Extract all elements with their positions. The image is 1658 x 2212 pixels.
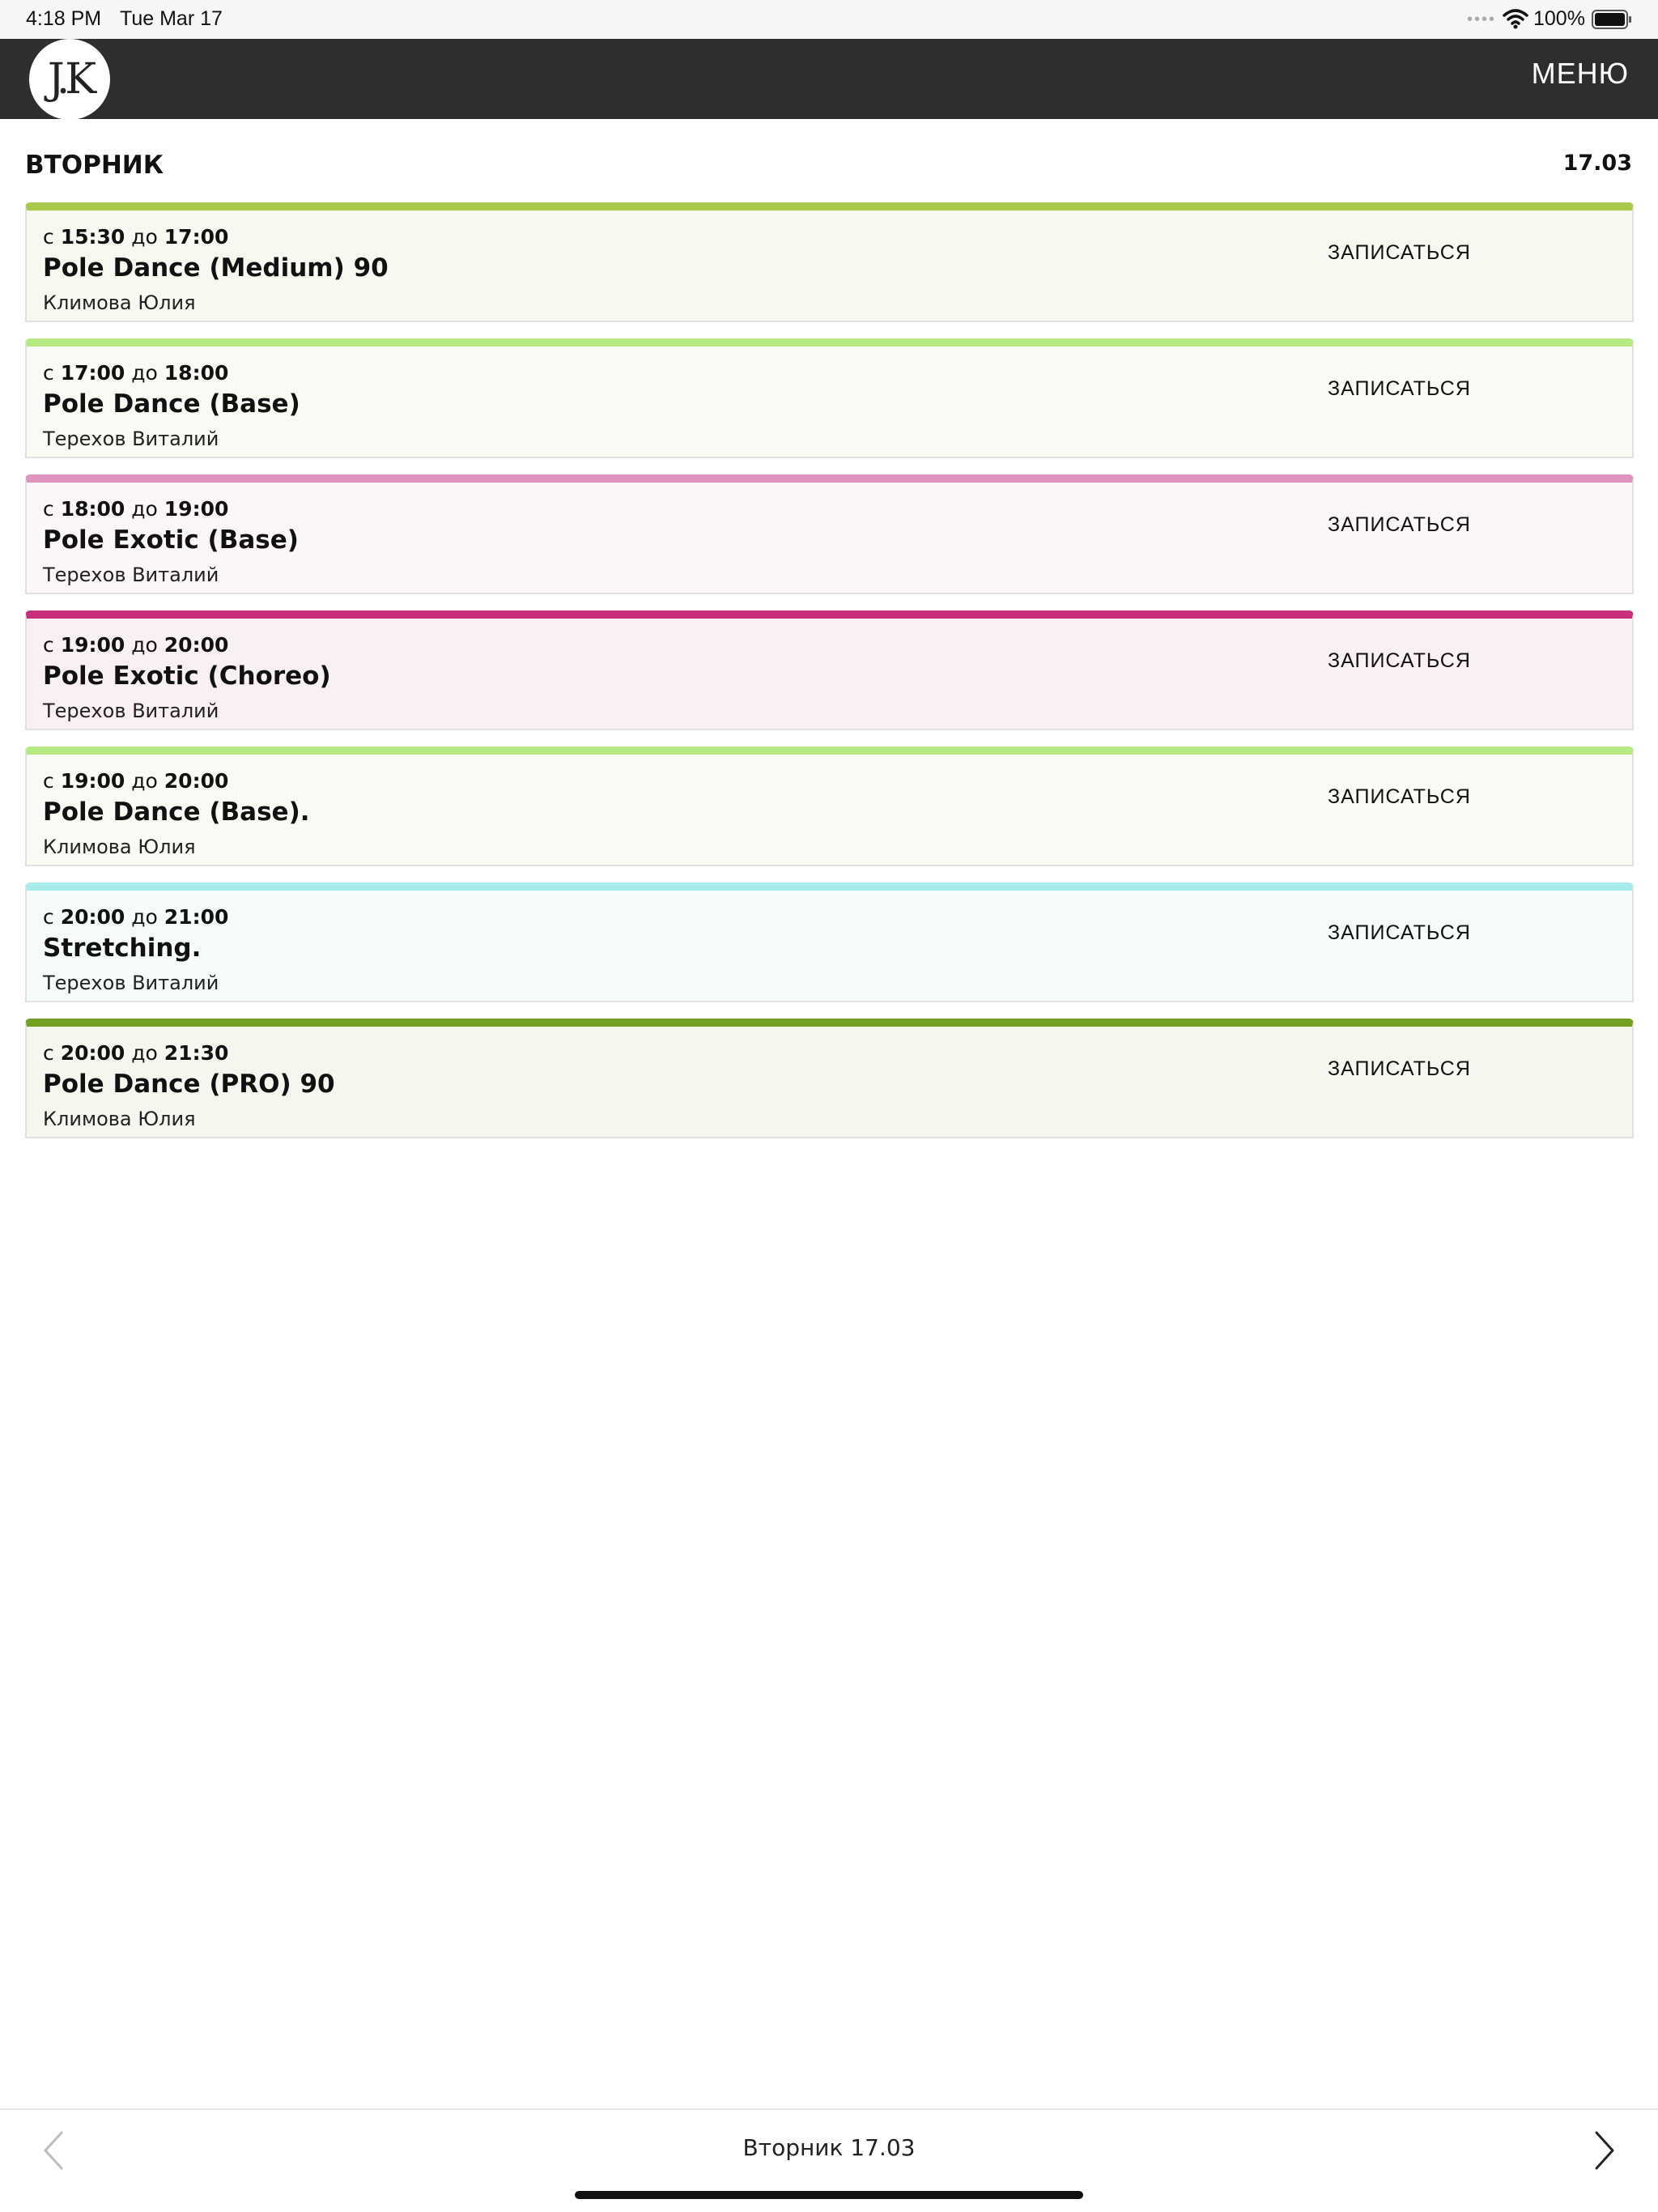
signup-button[interactable]: ЗАПИСАТЬСЯ	[1328, 785, 1471, 808]
start-time: 19:00	[60, 633, 125, 657]
session-name: Pole Exotic (Base)	[43, 525, 299, 555]
logo-text: J.K	[47, 55, 92, 104]
session-name: Pole Dance (Base)	[43, 389, 300, 419]
start-time: 17:00	[60, 361, 125, 385]
session-name: Pole Dance (Medium) 90	[43, 253, 389, 283]
end-time: 17:00	[164, 225, 229, 249]
battery-percent: 100%	[1533, 7, 1585, 30]
session-time	[43, 769, 228, 793]
session-time	[43, 361, 228, 385]
day-date: 17.03	[1562, 151, 1632, 176]
session-card	[25, 474, 1634, 594]
wifi-icon	[1503, 7, 1528, 30]
chevron-right-icon[interactable]	[1588, 2126, 1621, 2175]
session-trainer: Терехов Виталий	[43, 972, 219, 994]
from-prefix: с	[43, 1041, 54, 1065]
session-card	[25, 747, 1634, 866]
current-day-label: Вторник 17.03	[742, 2134, 916, 2161]
status-date: Tue Mar 17	[120, 7, 223, 30]
studio-logo[interactable]	[29, 39, 110, 120]
session-name: Stretching.	[43, 934, 202, 963]
start-time: 20:00	[60, 905, 125, 929]
end-time: 21:00	[164, 905, 229, 929]
from-prefix: с	[43, 225, 54, 249]
session-trainer: Климова Юлия	[43, 1108, 196, 1130]
end-time: 19:00	[164, 497, 229, 521]
battery-icon	[1592, 10, 1632, 29]
session-time	[43, 633, 228, 657]
session-trainer: Климова Юлия	[43, 291, 196, 314]
session-trainer: Терехов Виталий	[43, 700, 219, 722]
session-name: Pole Dance (PRO) 90	[43, 1070, 335, 1099]
to-prefix: до	[131, 905, 158, 929]
day-title: ВТОРНИК	[25, 151, 164, 180]
session-time	[43, 905, 228, 929]
session-card	[25, 338, 1634, 458]
session-card	[25, 610, 1634, 730]
from-prefix: с	[43, 905, 54, 929]
session-time	[43, 1041, 228, 1065]
session-trainer: Терехов Виталий	[43, 428, 219, 450]
signup-button[interactable]: ЗАПИСАТЬСЯ	[1328, 1057, 1471, 1080]
app-header	[0, 39, 1658, 119]
end-time: 21:30	[164, 1041, 229, 1065]
from-prefix: с	[43, 497, 54, 521]
session-name: Pole Dance (Base).	[43, 798, 310, 827]
to-prefix: до	[131, 497, 158, 521]
end-time: 18:00	[164, 361, 229, 385]
start-time: 18:00	[60, 497, 125, 521]
session-trainer: Терехов Виталий	[43, 564, 219, 586]
session-time	[43, 497, 228, 521]
from-prefix: с	[43, 361, 54, 385]
to-prefix: до	[131, 769, 158, 793]
session-card	[25, 1019, 1634, 1138]
end-time: 20:00	[164, 769, 229, 793]
to-prefix: до	[131, 1041, 158, 1065]
end-time: 20:00	[164, 633, 229, 657]
session-list	[25, 202, 1634, 1155]
signup-button[interactable]: ЗАПИСАТЬСЯ	[1328, 241, 1471, 264]
start-time: 15:30	[60, 225, 125, 249]
to-prefix: до	[131, 633, 158, 657]
status-time: 4:18 PM	[26, 7, 102, 30]
home-indicator	[575, 2191, 1083, 2199]
session-card	[25, 883, 1634, 1002]
day-header	[25, 146, 1632, 186]
session-trainer: Климова Юлия	[43, 836, 196, 858]
session-time	[43, 225, 228, 249]
to-prefix: до	[131, 361, 158, 385]
status-bar	[0, 0, 1658, 39]
from-prefix: с	[43, 769, 54, 793]
session-name: Pole Exotic (Choreo)	[43, 661, 331, 691]
signup-button[interactable]: ЗАПИСАТЬСЯ	[1328, 921, 1471, 944]
signup-button[interactable]: ЗАПИСАТЬСЯ	[1328, 377, 1471, 400]
to-prefix: до	[131, 225, 158, 249]
signal-dots-icon: ••••	[1467, 11, 1497, 28]
signup-button[interactable]: ЗАПИСАТЬСЯ	[1328, 649, 1471, 672]
signup-button[interactable]: ЗАПИСАТЬСЯ	[1328, 513, 1471, 536]
from-prefix: с	[43, 633, 54, 657]
session-card	[25, 202, 1634, 322]
start-time: 20:00	[60, 1041, 125, 1065]
menu-button[interactable]: МЕНЮ	[1531, 57, 1629, 90]
start-time: 19:00	[60, 769, 125, 793]
